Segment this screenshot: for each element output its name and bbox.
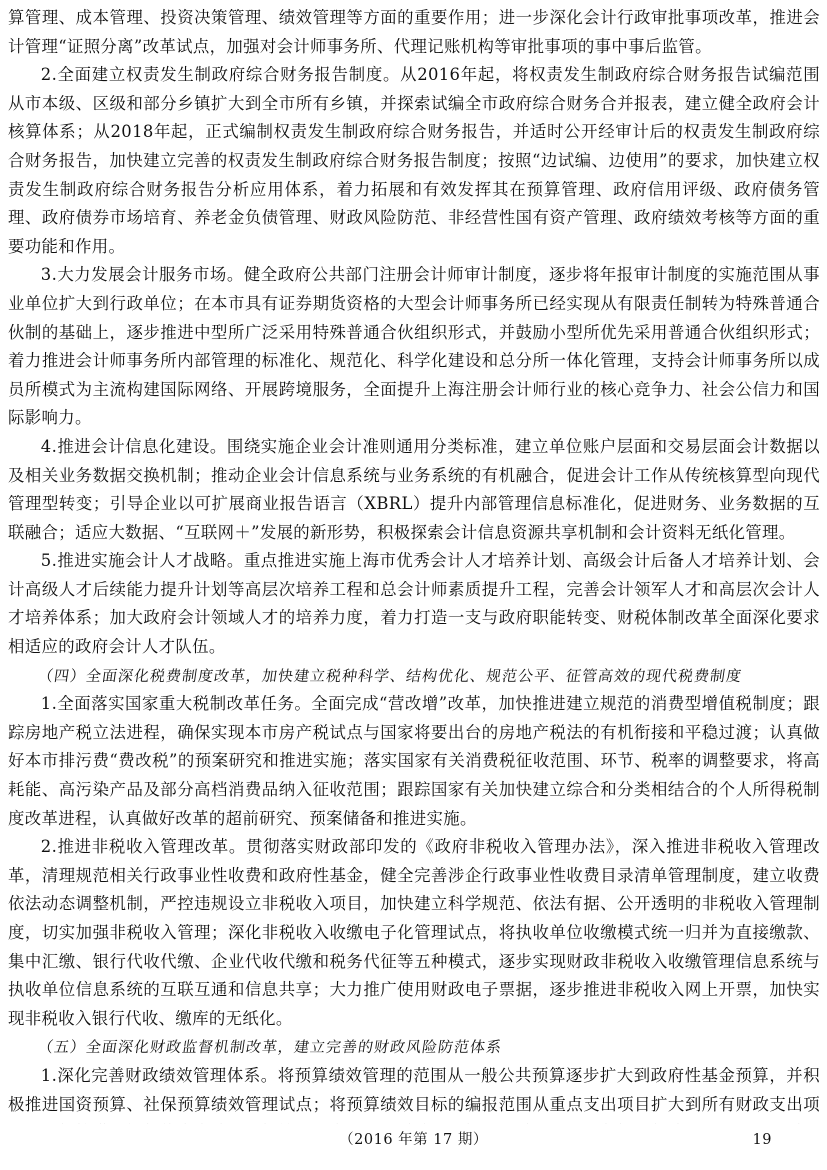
paragraph-continuation: 算管理、成本管理、投资决策管理、绩效管理等方面的重要作用；进一步深化会计行政审批事项改革，推进会计管理“证照分离”改革试点，加强对会计师事务所、代理记账机构等审批事项的事中事后监管。	[8, 8, 820, 56]
issue-label: （2016 年第 17 期）	[339, 1132, 488, 1148]
paragraph-tax-reform-tasks: 1.全面落实国家重大税制改革任务。全面完成“营改增”改革，加快推进建立规范的消费型增值税制度；跟踪房地产税立法进程，确保实现本市房产税试点与国家将要出台的房地产税法的有机衔接和平稳过渡；认真做好本市排污费“费改税”的预案研究和推进实施；落实国家有关消费税征收范围、环节、税率的调整要求，将高耗能、高污染产品及部分高档消费品纳入征收范围；跟踪国家有关加快建立综合和分类相结合的个人所得税制度改革进程，认真做好改革的超前研究、预案储备和推进实施。	[8, 694, 820, 828]
section-heading-tax-reform: （四）全面深化税费制度改革，加快建立税种科学、结构优化、规范公平、征管高效的现代税费制度	[36, 666, 744, 685]
paragraph-accounting-informatization: 4.推进会计信息化建设。围绕实施企业会计准则通用分类标准，建立单位账户层面和交易层面会计数据以及相关业务数据交换机制；推动企业会计信息系统与业务系统的有机融合，促进会计工作从传统核算型向现代管理型转变；引导企业以可扩展商业报告语言（XBRL）提升内部管理信息标准化，促进财务、业务数据的互联融合；适应大数据、“互联网＋”发展的新形势，积极探索会计信息资源共享机制和会计资料无纸化管理。	[8, 436, 820, 542]
section-heading-fiscal-supervision: （五）全面深化财政监督机制改革，建立完善的财政风险防范体系	[36, 1038, 504, 1057]
paragraph-performance-management: 1.深化完善财政绩效管理体系。将预算绩效管理的范围从一般公共预算逐步扩大到政府性基金预算，并积极推进国资预算、社保预算绩效管理试点；将预算绩效目标的编报范围从重点支出项目扩大到所有财政支出项	[8, 1065, 820, 1114]
page-footer	[0, 1128, 827, 1152]
paragraph-non-tax-revenue: 2.推进非税收入管理改革。贯彻落实财政部印发的《政府非税收入管理办法》，深入推进非税收入管理改革，清理规范相关行政事业性收费和政府性基金，健全完善涉企行政事业性收费目录清单管理制度，建立收费依法动态调整机制，严控违规设立非税收入项目，加快建立科学规范、依法有据、公开透明的非税收入管理制度，切实加强非税收入管理；深化非税收入收缴电子化管理试点，将执收单位收缴模式统一归并为直接缴款、集中汇缴、银行代收代缴、企业代收代缴和税务代征等五种模式，逐步实现财政非税收入收缴管理信息系统与执收单位信息系统的互联互通和信息共享；大力推广使用财政电子票据，逐步推进非税收入网上开票，加快实现非税收入银行代收、缴库的无纸化。	[8, 837, 820, 1028]
paragraph-accounting-talent: 5.推进实施会计人才战略。重点推进实施上海市优秀会计人才培养计划、高级会计后备人才培养计划、会计高级人才后续能力提升计划等高层次培养工程和总会计师素质提升工程，完善会计领军人才和高层次会计人才培养体系；加大政府会计领域人才的培养力度，着力打造一支与政府职能转变、财税体制改革全面深化要求相适应的政府会计人才队伍。	[8, 551, 820, 657]
paragraph-accounting-service-market: 3.大力发展会计服务市场。健全政府公共部门注册会计师审计制度，逐步将年报审计制度的实施范围从事业单位扩大到行政单位；在本市具有证券期货资格的大型会计师事务所已经实现从有限责任制转为特殊普通合伙制的基础上，逐步推进中型所广泛采用特殊普通合伙组织形式，并鼓励小型所优先采用普通合伙组织形式；着力推进会计师事务所内部管理的标准化、规范化、科学化建设和总分所一体化管理，支持会计师事务所以成员所模式为主流构建国际网络、开展跨境服务，全面提升上海注册会计师行业的核心竞争力、社会公信力和国际影响力。	[8, 265, 820, 428]
paragraph-government-financial-report: 2.全面建立权责发生制政府综合财务报告制度。从2016年起，将权责发生制政府综合财务报告试编范围从市本级、区级和部分乡镇扩大到全市所有乡镇，并探索试编全市政府综合财务合并报表，建立健全政府会计核算体系；从2018年起，正式编制权责发生制政府综合财务报告，并适时公开经审计后的权责发生制政府综合财务报告，加快建立完善的权责发生制政府综合财务报告制度；按照“边试编、边使用”的要求，加快建立权责发生制政府综合财务报告分析应用体系，着力拓展和有效发挥其在预算管理、政府信用评级、政府债务管理、政府债券市场培育、养老金负债管理、财政风险防范、非经营性国有资产管理、政府绩效考核等方面的重要功能和作用。	[8, 65, 820, 256]
page-number: 19	[752, 1132, 772, 1148]
document-page	[8, 4, 820, 1124]
